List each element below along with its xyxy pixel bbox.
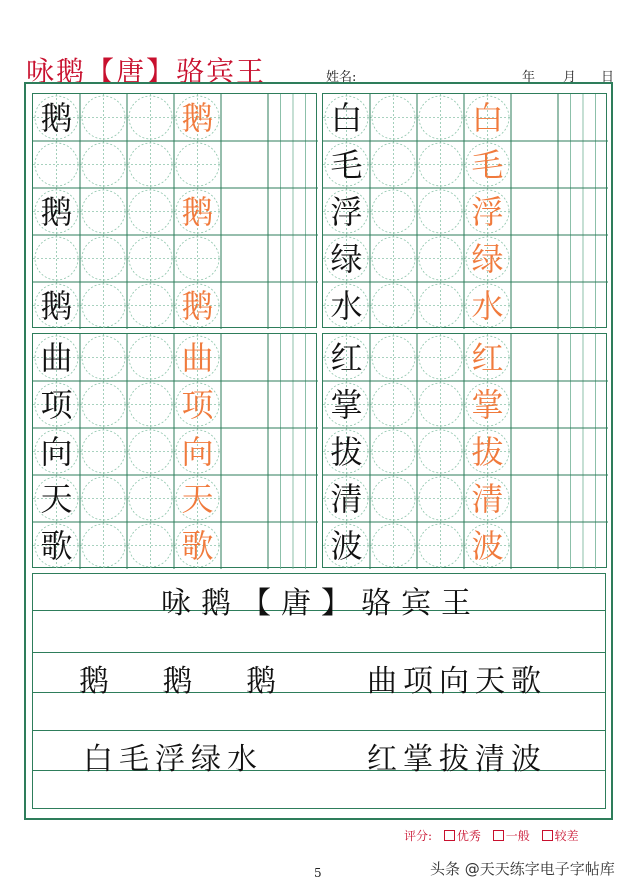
char-cell: [33, 188, 80, 235]
practice-line1-right: 曲项向天歌: [367, 664, 547, 699]
model-char: [33, 235, 80, 282]
rating-option-excellent: 优秀: [456, 829, 481, 843]
char-cell: [174, 428, 221, 475]
name-label: 姓名:: [326, 70, 357, 85]
grid-block: [322, 93, 607, 328]
char-cell: [174, 522, 221, 569]
char-cell: [464, 334, 511, 381]
trace-char: 歌: [181, 526, 214, 565]
page-title: 咏鹅【唐】骆宾王: [26, 55, 267, 88]
char-cell: [174, 141, 221, 188]
char-cell: [464, 381, 511, 428]
char-cell: [33, 141, 80, 188]
model-char: [33, 141, 80, 188]
model-char: 项: [40, 385, 73, 424]
year-label: 年: [522, 70, 536, 85]
char-cell: [464, 282, 511, 329]
rating-option-poor: 较差: [554, 829, 579, 843]
grid-block: [32, 333, 317, 568]
char-cell: [174, 475, 221, 522]
char-cell: [323, 475, 370, 522]
page-number: 5: [314, 866, 322, 880]
char-cell: [464, 428, 511, 475]
model-char: 掌: [330, 385, 363, 424]
char-cell: [33, 94, 80, 141]
grid-block: [322, 333, 607, 568]
char-cell: [33, 282, 80, 329]
model-char: 向: [40, 432, 73, 471]
char-cell: [174, 381, 221, 428]
rating-checkbox-average[interactable]: [493, 830, 504, 841]
trace-char: 绿: [471, 239, 504, 278]
char-cell: [464, 522, 511, 569]
model-char: 歌: [40, 526, 73, 565]
char-cell: [464, 188, 511, 235]
watermark: 头条 @天天练字电子字帖库: [430, 860, 615, 878]
model-char: 波: [330, 526, 363, 565]
model-char: 白: [330, 98, 363, 137]
char-cell: [323, 141, 370, 188]
trace-char: 水: [471, 286, 504, 325]
char-cell: [33, 381, 80, 428]
model-char: 鹅: [40, 98, 73, 137]
practice-title: 咏鹅【唐】骆宾王: [161, 586, 481, 621]
char-cell: [33, 428, 80, 475]
char-cell: [464, 141, 511, 188]
model-char: 水: [330, 286, 363, 325]
char-cell: [464, 475, 511, 522]
rating-checkbox-poor[interactable]: [542, 830, 553, 841]
trace-char: 浮: [471, 192, 504, 231]
model-char: 拔: [330, 432, 363, 471]
char-cell: [464, 235, 511, 282]
trace-char: 波: [471, 526, 504, 565]
char-cell: [33, 522, 80, 569]
trace-char: 天: [181, 479, 214, 518]
practice-line2-right: 红掌拔清波: [367, 742, 547, 777]
char-cell: [323, 188, 370, 235]
model-char: 毛: [330, 145, 363, 184]
trace-char: [174, 235, 221, 282]
model-char: 曲: [40, 338, 73, 377]
trace-char: 清: [471, 479, 504, 518]
char-cell: [323, 334, 370, 381]
char-cell: [174, 282, 221, 329]
char-cell: [323, 282, 370, 329]
trace-char: 向: [181, 432, 214, 471]
char-cell: [174, 188, 221, 235]
trace-char: 掌: [471, 385, 504, 424]
char-cell: [323, 428, 370, 475]
grid-block: [32, 93, 317, 328]
char-cell: [323, 381, 370, 428]
rating-label: 评分:: [404, 829, 433, 843]
model-char: 绿: [330, 239, 363, 278]
day-label: 日: [601, 70, 615, 85]
char-cell: [174, 334, 221, 381]
char-cell: [33, 334, 80, 381]
trace-char: 鹅: [181, 98, 214, 137]
char-cell: [323, 522, 370, 569]
rating-row: [404, 827, 579, 844]
trace-char: 白: [471, 98, 504, 137]
trace-char: 毛: [471, 145, 504, 184]
rating-checkbox-excellent[interactable]: [444, 830, 455, 841]
model-char: 红: [330, 338, 363, 377]
trace-char: 鹅: [181, 192, 214, 231]
char-cell: [464, 94, 511, 141]
char-cell: [323, 235, 370, 282]
practice-line1-left: 鹅 鹅 鹅: [79, 664, 299, 699]
trace-char: [174, 141, 221, 188]
char-cell: [33, 475, 80, 522]
model-char: 清: [330, 479, 363, 518]
trace-char: 鹅: [181, 286, 214, 325]
char-cell: [323, 94, 370, 141]
model-char: 浮: [330, 192, 363, 231]
char-cell: [33, 235, 80, 282]
trace-char: 项: [181, 385, 214, 424]
model-char: 鹅: [40, 286, 73, 325]
char-cell: [174, 235, 221, 282]
month-label: 月: [563, 70, 577, 85]
model-char: 鹅: [40, 192, 73, 231]
trace-char: 拔: [471, 432, 504, 471]
model-char: 天: [40, 479, 73, 518]
rating-option-average: 一般: [505, 829, 530, 843]
char-cell: [174, 94, 221, 141]
trace-char: 红: [471, 338, 504, 377]
practice-area: [32, 573, 606, 809]
practice-line2-left: 白毛浮绿水: [83, 742, 263, 777]
trace-char: 曲: [181, 338, 214, 377]
